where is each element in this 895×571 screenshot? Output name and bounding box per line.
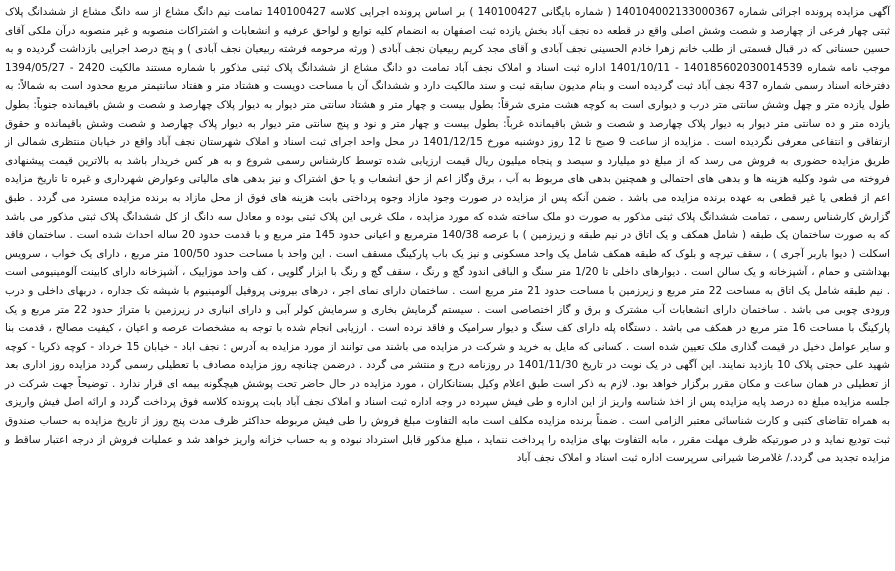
auction-notice-text: آگهی مزایده پرونده اجرائی شماره 140104002133000367 ( شماره بایگانی 140100427 ) بر اساس پرونده اجرایی کلاسه 140100427 تمامت نیم دانگ مشاع از سه دانگ مشاع از ششدانگ پلاک ثبتی چهار فرعی از چهارصد و شصت وشش اصلی واقع در قطعه ده نجف آباد بخش یازده ثبت اصفهان به انضمام کلیه توابع و لواحق عرفیه و انشعابات و اشتراکات منصوبه و غیر منصوبه درآن ملکی آقای حسین حسناتی که در قبال قسمتی از طلب خانم زهرا خادم الحسینی نجف آبادی و آقای مجد کریم ربیعیان نجف آبادی ( ورثه مرحومه فرشته ربیعیان نجف آبادی ) و پنج درصد اجرایی بازداشت گردیده و به موجب نامه شماره 140185602030014539 - 1401/10/11 اداره ثبت اسناد و املاک نجف آباد تمامت دو دانگ مشاع از ششدانگ پلاک ثبتی مذکور با شماره مستند مالکیت 2420 - 1394/05/27 دفترخانه اسناد رسمی شماره 437 نجف آباد ثبت گردیده است و بنام مدیون سابقه ثبت و سند مالکیت دارد و ششدانگ آن با مساحت دویست و هشتاد متر و هفتاد سانتیمتر مربع محدود است به شمالاً: به طول یازده متر و چهل وشش سانتی متر درب و دیواری است به کوچه هشت متری شرقاً: بطول بیست و چهار متر و هشتاد سانتی متر دیوار به دیوار پلاک چهارصد و شصت و شش باقیمانده جنوباً: بطول یازده متر و ده سانتی متر دیوار به دیوار پلاک چهارصد و شصت و شش باقیمانده غرباً: بطول بیست و چهار متر و نود و پنج سانتی متر دیوار به دیوار پلاک چهارصد و شصت وشش باقیمانده و حقوق ارتفاقی و انتفاعی معرفی نگردیده است . مزایده از ساعت 9 صبح تا 12 روز دوشنبه مورخ 1401/12/15 در محل واحد اجرای ثبت اسناد و املاک شهرستان نجف آباد واقع در خیابان منتظری شمالی از طریق مزایده حضوری به فروش می رسد که از مبلغ دو میلیارد و سیصد و پنجاه میلیون ریال قیمت ارزیابی شده توسط کارشناس رسمی شروع و به هر کس خریدار باشد به بالاترین قیمت پیشنهادی فروخته می شود وکلیه هزینه ها و بدهی های احتمالی و همچنین بدهی های مربوط به آب ، برق وگاز اعم از حق انشعاب و یا حق اشتراک و نیز بدهی های مالیاتی وعوارض شهرداری و غیره تا تاریخ مزایده اعم از قطعی یا غیر قطعی به عهده برنده مزایده می باشد . ضمن آنکه پس از مزایده در صورت وجود مازاد وجوه پرداختی بابت هزینه های فوق از محل مازاد به برنده مزایده مسترد می گردد . طبق گزارش کارشناس رسمی ، تمامت ششدانگ پلاک ثبتی مذکور به صورت دو ملک ساخته شده که مورد مزایده ، ملک غربی این پلاک ثبتی بوده و معادل سه دانگ از کل ششدانگ پلاک ثبتی مذکور می باشد که به صورت ساختمان یک طبقه ( شامل همکف و یک اتاق در نیم طبقه و زیرزمین ) با عرصه 140/38 مترمربع و اعیانی حدود 145 متر مربع و با قدمت حدود 20 ساله احداث شده است . ساختمان فاقد اسکلت ( دیوا باربر آجری ) ، سقف تیرچه و بلوک که طبقه همکف شامل یک واحد مسکونی و نیز یک باب پارکینگ مسقف است . این واحد با مساحت حدود 100/50 متر مربع ، دارای یک خواب ، سرویس بهداشتی و حمام ، آشپزخانه و یک سالن است . دیوارهای داخلی تا 1/20 متر سنگ و الباقی اندود گچ و رنگ ، سقف گچ و رنگ با ابزار گلویی ، کف واحد موزاییک ، آشپزخانه دارای کابینت آلومینیومی است . نیم طبقه شامل یک اتاق به مساحت 22 متر مربع و زیرزمین با مساحت حدود 21 متر مربع است . ساختمان دارای نمای اجر ، درهای بیرونی پروفیل آلومینیوم با شیشه تک جداره ، دربهای داخلی و درب ورودی چوبی می باشد . ساختمان دارای انشعابات آب مشترک و برق و گاز اختصاصی است . سیستم گرمایش بخاری و سرمایش کولر آبی و دارای انباری در زیرزمین با متراژ حدود 22 متر مربع و یک پارکینگ با مساحت 16 متر مربع در همکف می باشد . دستگاه پله دارای کف سنگ و دیوار سرامیک و فاقد نرده است . ارزیابی انجام شده با توجه به مشخصات عرصه و اعیان ، کیفیت مصالح ، قدمت بنا و سایر عوامل دخیل در قیمت گذاری ملک تعیین شده است . کسانی که مایل به خرید و شرکت در مزایده می باشند می توانند از مورد مزایده به آدرس : نجف اباد - خیابان 15 خرداد - کوچه ذکریا - کوچه شهید علی حجتی پلاک 10 بازدید نمایند. این آگهی در یک نوبت در تاریخ 1401/11/30 در روزنامه درج و منتشر می گردد . درضمن چنانچه روز مزایده مصادف با تعطیلی رسمی گردد مزایده روز اداری بعد از تعطیلی در همان ساعت و مکان مقرر برگزار خواهد بود. لازم به ذکر است طبق اعلام وکیل بستانکاران ، مورد مزایده در حال حاضر تحت پوشش هیچگونه بیمه ای قرار ندارد . توضیحاً جهت شرکت در جلسه مزایده مبلغ ده درصد پایه مزایده پس از اخذ شناسه واریز از این اداره و طی فیش سپرده در وجه اداره ثبت اسناد و املاک نجف آباد بابت پرونده کلاسه فوق پرداخت گردد و ارائه اصل فیش واریزی به همراه تقاضای کتبی و کارت شناسائی معتبر الزامی است . ضمناً برنده مزایده مکلف است مابه التفاوت مبلغ فروش را طی فیش مربوطه حداکثر ظرف مدت پنج روز از تاریخ مزایده به حساب صندوق ثبت تودیع نماید و در صورتیکه ظرف مهلت مقرر ، مابه التفاوت بهای مزایده را پرداخت ننماید ، مبلغ مذکور قابل استرداد نبوده و به حساب خزانه واریز خواهد شد و عملیات فروش از درجه اعتبار ساقط و مزایده تجدید می گردد./ غلامرضا شیرانی سرپرست اداره ثبت اسناد و املاک نجف آباد	[5, 6, 891, 465]
